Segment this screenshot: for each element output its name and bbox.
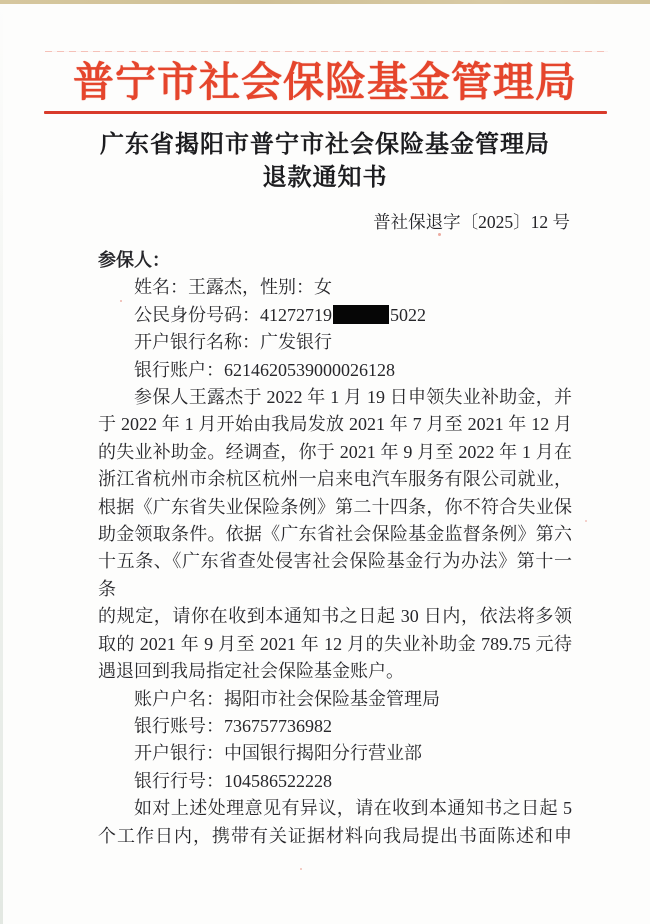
letterhead-faint-rule — [45, 51, 608, 52]
insured-id-suffix: 5022 — [390, 304, 426, 325]
appeal-line: 如对上述处理意见有异议，请在收到本通知书之日起 5 — [134, 798, 572, 819]
scan-speck — [300, 868, 302, 870]
body-line: 十五条、《广东省查处侵害社会保险基金行为办法》第十一条 — [98, 551, 572, 599]
refund-account-number-line: 银行账号：736757736982 — [134, 715, 332, 736]
refund-account-block — [98, 686, 572, 796]
document-title-line2: 退款通知书 — [262, 165, 388, 191]
refund-account-name-line: 账户户名：揭阳市社会保险基金管理局 — [134, 688, 440, 709]
body-line: 于 2022 年 1 月开始由我局发放 2021 年 7 月至 2021 年 12 月 — [98, 414, 572, 435]
document-title — [0, 129, 650, 195]
body-line: 参保人王露杰于 2022 年 1 月 19 日申领失业补助金，并 — [134, 387, 572, 408]
appeal-line: 个工作日内，携带有关证据材料向我局提出书面陈述和申 — [98, 825, 572, 846]
refund-account-bank-code-line: 银行行号：104586522228 — [134, 770, 332, 791]
document-title-line1: 广东省揭阳市普宁市社会保险基金管理局 — [100, 132, 550, 158]
body-line: 的规定，请你在收到本通知书之日起 30 日内，依法将多领 — [98, 606, 572, 627]
insured-section-label: 参保人： — [98, 250, 170, 270]
scan-speck — [120, 300, 122, 302]
scan-speck — [585, 520, 587, 522]
letterhead-agency-name: 普宁市社会保险基金管理局 — [73, 59, 577, 105]
insured-bank-account-line: 银行账户：6214620539000026128 — [134, 359, 395, 380]
body-line: 助金领取条件。依据《广东省社会保险基金监督条例》第六 — [98, 524, 572, 545]
appeal-paragraph — [98, 795, 572, 850]
insured-id-label: 公民身份号码： — [134, 304, 260, 325]
scan-edge-left — [0, 0, 3, 924]
body-line: 遇退回到我局指定社会保险基金账户。 — [98, 661, 404, 682]
document-body — [98, 247, 572, 850]
id-redaction-box — [333, 305, 389, 324]
refund-account-bank-line: 开户银行：中国银行揭阳分行营业部 — [134, 743, 422, 764]
body-paragraph — [98, 384, 572, 685]
insured-name-line: 姓名：王露杰，性别：女 — [134, 277, 332, 298]
scan-edge-top — [0, 0, 650, 4]
body-line: 的失业补助金。经调查，你于 2021 年 9 月至 2022 年 1 月在 — [98, 441, 572, 462]
document-number: 普社保退字〔2025〕12 号 — [373, 212, 570, 232]
scan-speck — [438, 233, 441, 236]
body-line: 浙江省杭州市余杭区杭州一启来电汽车服务有限公司就业， — [98, 469, 572, 490]
body-line: 取的 2021 年 9 月至 2021 年 12 月的失业补助金 789.75 元待 — [98, 633, 572, 654]
insured-bank-name-line: 开户银行名称：广发银行 — [134, 332, 332, 353]
body-line: 根据《广东省失业保险条例》第二十四条，你不符合失业保 — [98, 496, 572, 517]
insured-id-prefix: 41272719 — [260, 304, 332, 325]
letterhead-red-rule — [44, 111, 607, 114]
insured-id-line — [98, 302, 572, 329]
